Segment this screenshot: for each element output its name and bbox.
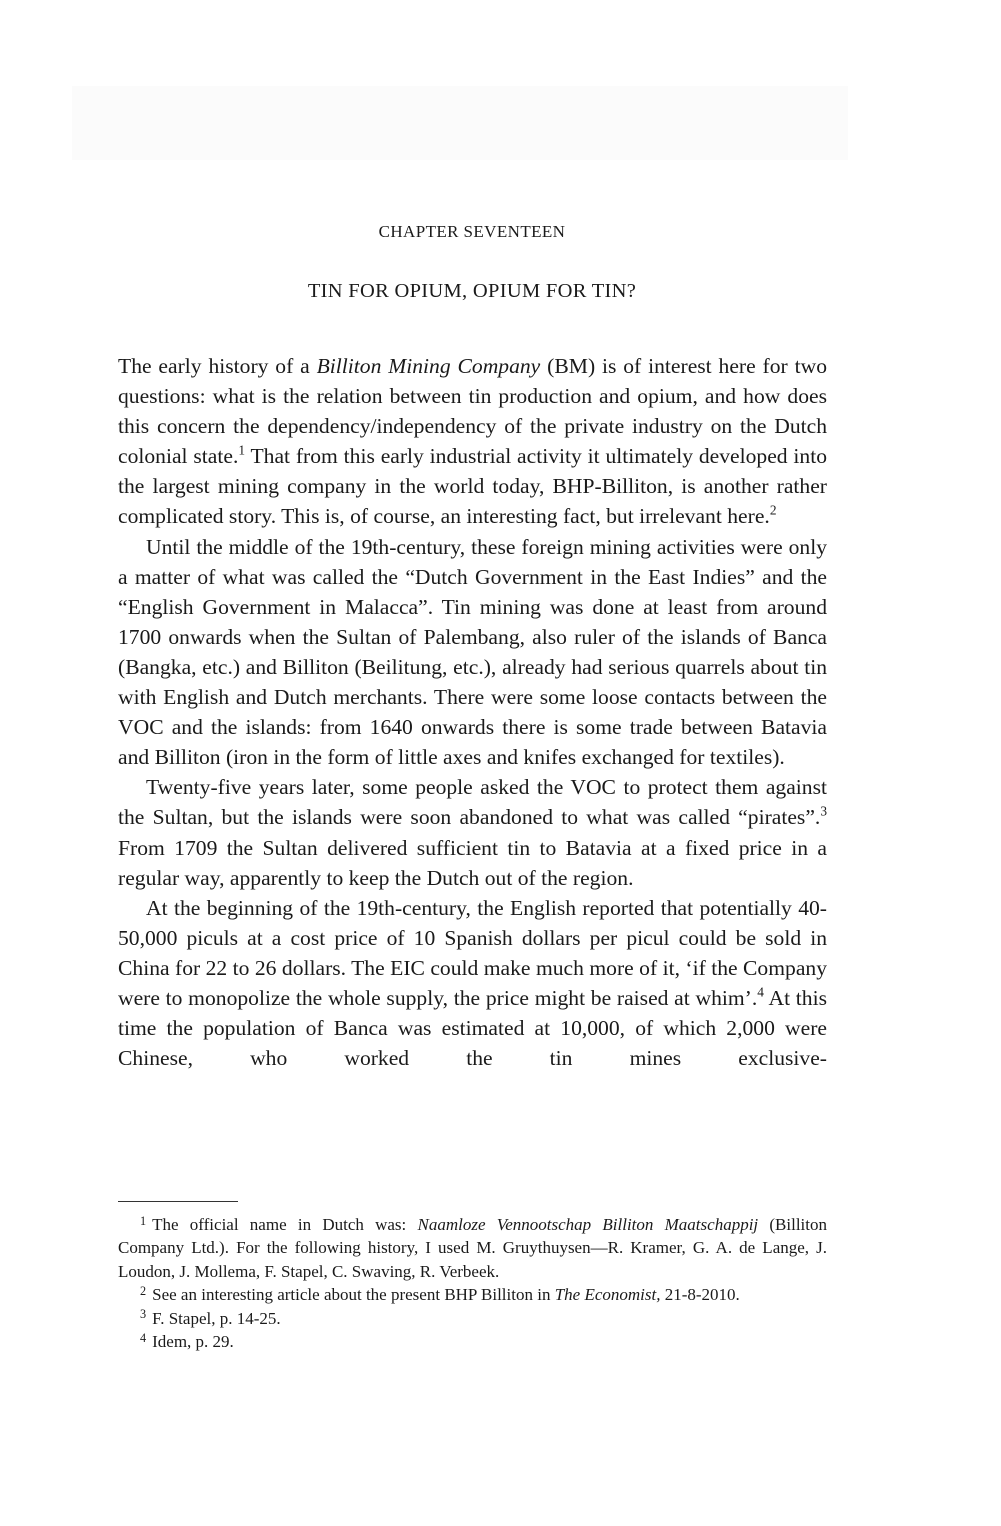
footnote-4-text: Idem, p. 29. bbox=[152, 1332, 234, 1352]
footnote-3 bbox=[118, 1307, 827, 1330]
paragraph-4-text-a: At the beginning of the 19th-century, the English reported that potentially 40-50,000 piculs at a cost price of 10 Spanish dollars per picul could be sold in China for 22 to 26 dollars. The EIC could make much more of it, ‘if the Company were to monopolize the whole supply, the price might be raised at whim’. bbox=[118, 895, 827, 1010]
footnote-1-text-c: (Billiton Company Ltd.). For the following history, I used M. Gruythuysen—R. Kramer, G. A. de Lange, J. Loudon, J. Mollema, F. Stapel, C. Swaving, R. Verbeek. bbox=[118, 1215, 827, 1281]
footnote-2-publication: The Economist, bbox=[554, 1285, 661, 1305]
footnote-2-number: 2 bbox=[140, 1284, 147, 1299]
footnote-2-text-a: See an interesting article about the present BHP Billiton in bbox=[152, 1285, 555, 1305]
chapter-title: TIN FOR OPIUM, OPIUM FOR TIN? bbox=[307, 280, 637, 302]
paragraph-2: Until the middle of the 19th-century, these foreign mining activities were only a matter of what was called the “Dutch Government in the East Indies” and the “English Government in Malacca”. Tin mining was done at least from around 1700 onwards when the Sultan of Palembang, also ruler of the islands of Banca (Bangka, etc.) and Billiton (Beilitung, etc.), already had serious quarrels about tin with English and Dutch merchants. There were some loose contacts between the VOC and the islands: from 1640 onwards there is some trade between Batavia and Billiton (iron in the form of little axes and knifes exchanged for textiles). bbox=[118, 534, 827, 770]
footnote-2-text-c: 21-8-2010. bbox=[660, 1285, 740, 1305]
footnote-1-text-a: The official name in Dutch was: bbox=[152, 1215, 418, 1234]
footnote-ref-3: 3 bbox=[820, 804, 827, 820]
company-name-italic: Billiton Mining Company bbox=[316, 354, 541, 378]
footnote-1 bbox=[118, 1213, 827, 1283]
paragraph-3-text-b: From 1709 the Sultan delivered sufficient tin to Batavia at a fixed price in a regular way, apparently to keep the Dutch out of the region. bbox=[118, 835, 827, 890]
footnote-ref-4: 4 bbox=[757, 984, 764, 1000]
chapter-number: CHAPTER SEVENTEEN bbox=[378, 222, 566, 241]
footnotes bbox=[118, 1213, 827, 1353]
paragraph-1-text-a: The early history of a bbox=[118, 354, 317, 378]
paragraph-3-text-a: Twenty-five years later, some people asked the VOC to protect them against the Sultan, but the islands were soon abandoned to what was called “pirates”. bbox=[118, 775, 827, 830]
page-header-band bbox=[72, 86, 848, 160]
footnote-4-number: 4 bbox=[140, 1330, 147, 1345]
paragraph-1 bbox=[118, 351, 827, 532]
footnote-2 bbox=[118, 1283, 827, 1306]
footnote-ref-2: 2 bbox=[769, 503, 777, 519]
footnote-divider bbox=[118, 1201, 238, 1202]
footnote-3-number: 3 bbox=[140, 1307, 147, 1322]
footnote-3-text: F. Stapel, p. 14-25. bbox=[152, 1308, 281, 1328]
footnote-1-dutch-name: Naamloze Vennootschap Billiton Maatschappij bbox=[417, 1215, 759, 1234]
paragraph-4 bbox=[118, 893, 827, 1074]
body-text bbox=[118, 351, 827, 1073]
paragraph-4-text-b: At this time the population of Banca was estimated at 10,000, of which 2,000 were Chinese, who worked the tin mines exclusive- bbox=[118, 985, 827, 1071]
paragraph-3 bbox=[118, 772, 827, 892]
footnote-1-number: 1 bbox=[140, 1213, 147, 1228]
footnote-ref-1: 1 bbox=[238, 442, 246, 458]
footnote-4 bbox=[118, 1330, 827, 1353]
paragraph-1-text-c: (BM) is of interest here for two questions: what is the relation between tin production and opium, and how does this concern the dependency/independency of the private industry on the Dutch colonial state. bbox=[118, 354, 827, 469]
paragraph-1-text-d: That from this early industrial activity it ultimately developed into the largest mining company in the world today, BHP-Billiton, is another rather complicated story. This is, of course, an interesting fact, but irrelevant here. bbox=[118, 444, 827, 529]
